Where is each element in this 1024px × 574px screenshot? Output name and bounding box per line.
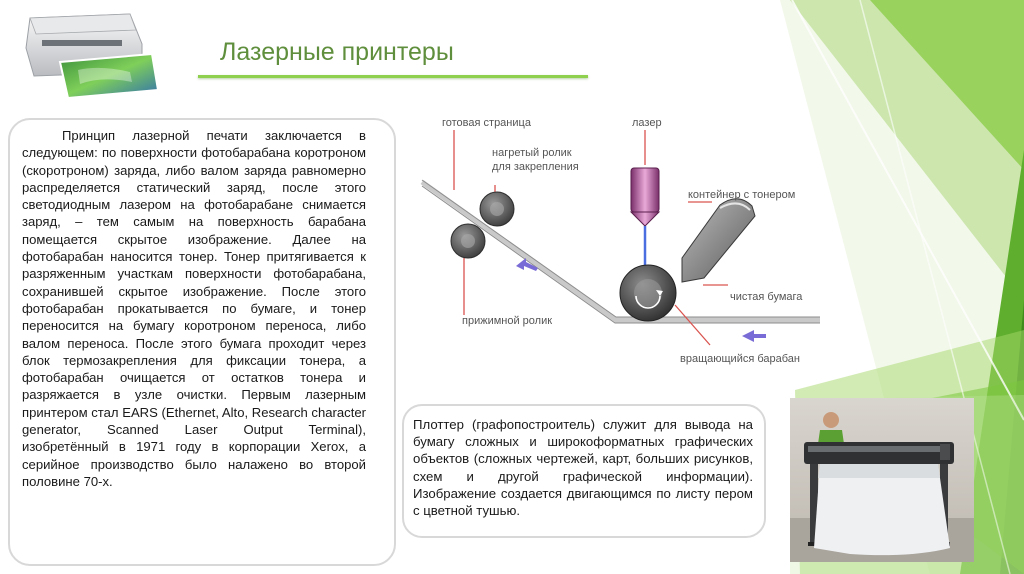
plotter-description: Плоттер (графопостроитель) служит для вывода на бумагу сложных и широкоформатных графических объектов (сложных чертежей, карт, больших рисунков, схем и другой графической информации). Изображение создается двигающимся по листу пером с цветной тушью. [413, 417, 753, 519]
plotter-photo [790, 398, 974, 562]
label-pressure-roller: прижимной ролик [462, 315, 553, 327]
laser-printer-diagram [420, 110, 830, 380]
label-finished-page: готовая страница [442, 117, 531, 129]
paper-direction-arrow-lower [742, 330, 766, 342]
toner-container [682, 199, 755, 282]
laser-printer-image [20, 10, 160, 100]
title-underline [198, 75, 588, 78]
label-rotating-drum: вращающийся барабан [680, 353, 800, 365]
laser-unit [631, 168, 659, 212]
slide-title: Лазерные принтеры [220, 38, 454, 66]
label-clean-paper: чистая бумага [730, 291, 803, 303]
label-laser: лазер [632, 117, 662, 129]
label-heated-roller-2: для закрепления [492, 161, 579, 173]
label-heated-roller-1: нагретый ролик [492, 147, 572, 159]
leader-line-drum [675, 305, 710, 345]
label-toner-container: контейнер с тонером [688, 189, 796, 201]
laser-printing-description: Принцип лазерной печати заключается в следующем: по поверхности фотобарабана коротроном (скоротроном) заряда, либо валом заряда равномерно распределяется статический заряд, после этого светодиодным лазером на фотобарабане снимается заряд, – тем самым на поверхность барабана помещается скрытое изображение. Далее на фотобарабан наносится тонер. Тонер притягивается к разряженным участкам поверхности фотобарабана, сохранившей скрытое изображение. После этого фотобарабан прокатывается по бумаге, и тонер переносится на бумагу коротроном переноса, либо валом переноса. После этого бумага проходит через блок термозакрепления для фиксации тонера, а фотобарабан очищается от остатков тонера и разряжается в узле очистки. Первым лазерным принтером стал EARS (Ethernet, Alto, Research character generator, Scanned Laser Output Terminal), изобретённый в 1971 году в корпорации Xerox, а серийное производство было налажено во второй половине 70-х. [22, 128, 367, 489]
